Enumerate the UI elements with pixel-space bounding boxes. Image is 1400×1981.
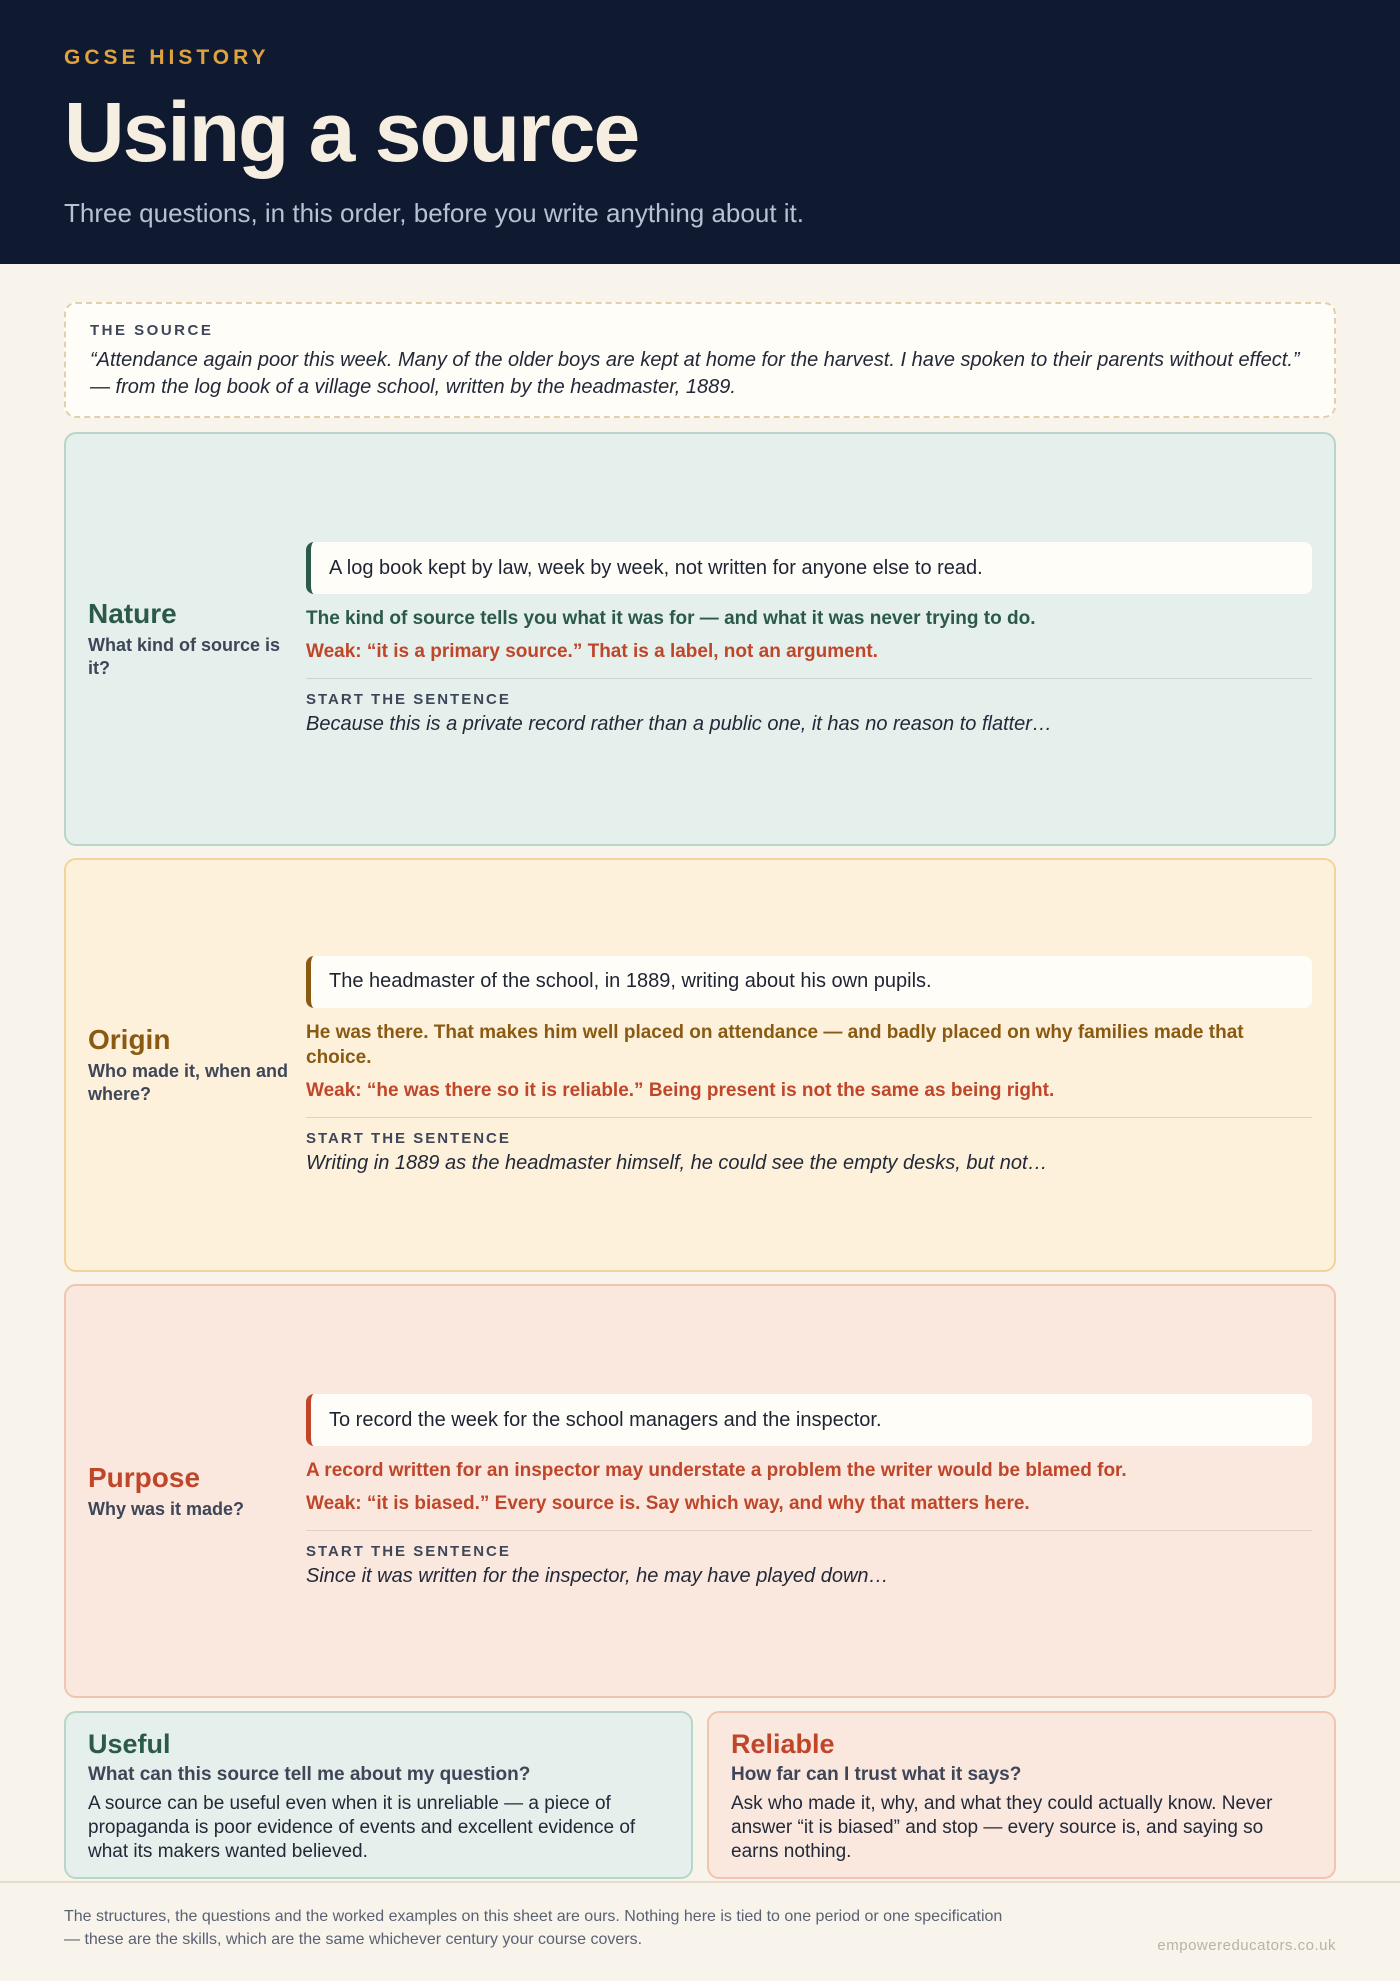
useful-box <box>64 1711 693 1879</box>
page-subtitle: Three questions, in this order, before you write anything about it. <box>64 198 804 228</box>
card-point: The kind of source tells you what it was for — and what it was never trying to do. <box>306 608 1036 629</box>
card-title: Origin <box>88 1024 171 1055</box>
footer-note: The structures, the questions and the worked examples on this sheet are ours. Nothing here is tied to one period or one specification — these are the skills, which are the same whichever century your course covers. <box>64 1908 1003 1948</box>
card-weak-answer: Weak: “he was there so it is reliable.” Being present is not the same as being right. <box>306 1078 1312 1118</box>
page-footer <box>0 1881 1400 1981</box>
reliable-box <box>707 1711 1336 1879</box>
sentence-starter: Because this is a private record rather than a public one, it has no reason to flatter… <box>306 713 1052 735</box>
reliable-title: Reliable <box>731 1729 835 1759</box>
sentence-starter: Writing in 1889 as the headmaster himself, he could see the empty desks, but not… <box>306 1151 1048 1174</box>
card-nature <box>64 432 1336 846</box>
reliable-question: How far can I trust what it says? <box>731 1764 1022 1785</box>
useful-question: What can this source tell me about my question? <box>88 1764 531 1785</box>
starter-label: START THE SENTENCE <box>306 1129 511 1147</box>
card-heading <box>66 1462 306 1521</box>
useful-text: A source can be useful even when it is unreliable — a piece of propaganda is poor evidence of events and excellent evidence of what its makers wanted believed. <box>88 1793 636 1862</box>
card-answer: To record the week for the school managers and the inspector. <box>306 1394 1312 1446</box>
starter-label: START THE SENTENCE <box>306 691 511 708</box>
starter-label: START THE SENTENCE <box>306 1543 511 1560</box>
card-heading <box>66 1024 306 1106</box>
card-body <box>306 956 1334 1175</box>
card-point: A record written for an inspector may understate a problem the writer would be blamed for. <box>306 1460 1127 1481</box>
card-answer: A log book kept by law, week by week, not written for anyone else to read. <box>306 542 1312 594</box>
card-heading <box>66 598 306 680</box>
card-weak-answer: Weak: “it is a primary source.” That is a label, not an argument. <box>306 639 1312 679</box>
card-title: Nature <box>88 598 177 629</box>
reliable-text: Ask who made it, why, and what they could actually know. Never answer “it is biased” and stop — every source is, and saying so earns nothing. <box>731 1793 1273 1862</box>
card-origin <box>64 858 1336 1272</box>
card-body <box>306 542 1334 736</box>
card-purpose <box>64 1284 1336 1698</box>
card-body <box>306 1394 1334 1588</box>
card-point: He was there. That makes him well placed on attendance — and badly placed on why families made that choice. <box>306 1021 1244 1068</box>
sentence-starter: Since it was written for the inspector, he may have played down… <box>306 1565 889 1587</box>
card-answer: The headmaster of the school, in 1889, writing about his own pupils. <box>306 956 1312 1008</box>
useful-title: Useful <box>88 1729 171 1759</box>
card-title: Purpose <box>88 1461 201 1493</box>
subject-eyebrow: GCSE HISTORY <box>64 46 270 69</box>
page-title: Using a source <box>64 85 639 179</box>
card-weak-answer: Weak: “it is biased.” Every source is. Say which way, and why that matters here. <box>306 1491 1312 1531</box>
source-quote: “Attendance again poor this week. Many of the older boys are kept at home for the harvest. I have spoken to their parents without effect.” — from the log book of a village school, written by the headmaster, 1889. <box>90 349 1300 398</box>
source-box <box>64 302 1336 418</box>
footer-site: empowereducators.co.uk <box>1157 1937 1336 1954</box>
card-question: Who made it, when and where? <box>88 1061 289 1104</box>
card-question: What kind of source is it? <box>88 635 281 678</box>
page-header <box>0 0 1400 264</box>
source-label: THE SOURCE <box>90 322 214 339</box>
card-question: Why was it made? <box>88 1498 245 1519</box>
